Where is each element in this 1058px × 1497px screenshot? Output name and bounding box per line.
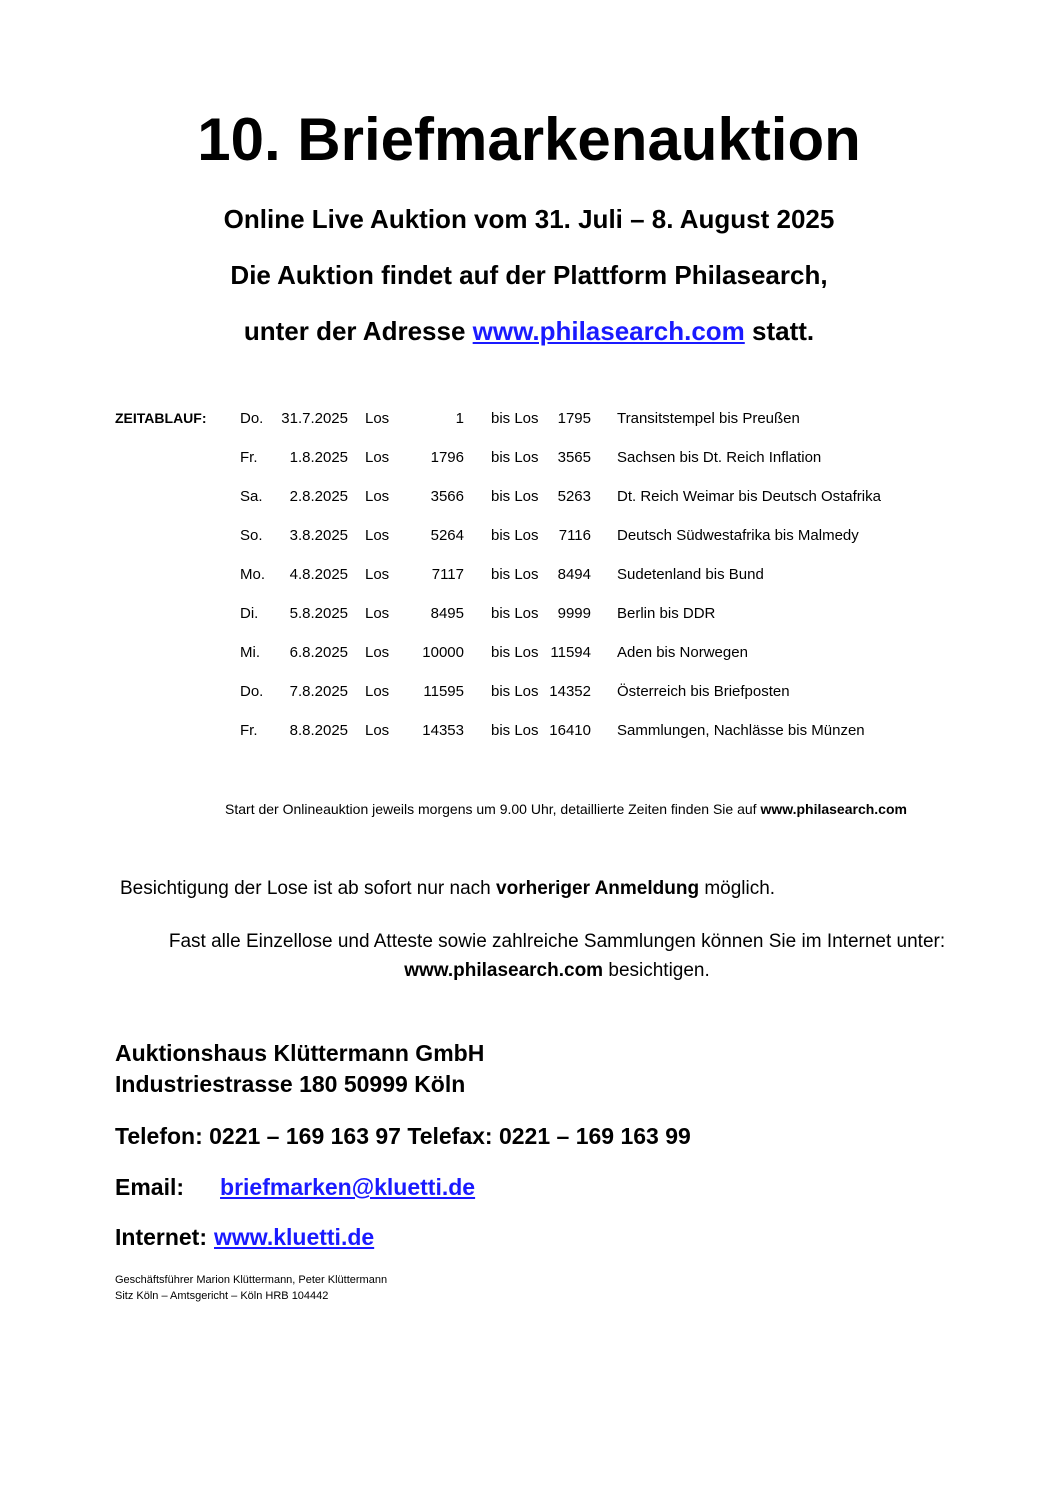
schedule-desc: Österreich bis Briefposten	[617, 683, 790, 700]
schedule-day: So.	[240, 527, 263, 544]
schedule-day: Mo.	[240, 566, 266, 583]
footer-register: Sitz Köln – Amtsgericht – Köln HRB 104442	[115, 1290, 329, 1302]
schedule-date: 2.8.2025	[289, 488, 348, 505]
schedule-row	[0, 683, 1058, 705]
schedule-desc: Sudetenland bis Bund	[617, 566, 764, 583]
schedule-bis: bis Los	[491, 527, 539, 544]
schedule-day: Sa.	[240, 488, 263, 505]
schedule-row	[0, 488, 1058, 510]
platform-line: Die Auktion findet auf der Plattform Philasearch,	[230, 260, 828, 290]
address-prefix: unter der Adresse	[243, 316, 473, 346]
schedule-row	[0, 722, 1058, 744]
internet-line	[115, 1224, 374, 1251]
schedule-to: 14352	[549, 683, 591, 700]
schedule-los: Los	[365, 410, 390, 427]
viewing-note-pre: Besichtigung der Lose ist ab sofort nur nach	[120, 878, 497, 899]
viewing-note-post: möglich.	[699, 878, 776, 899]
website-link[interactable]: www.kluetti.de	[214, 1224, 375, 1250]
philasearch-link[interactable]: www.philasearch.com	[472, 316, 745, 346]
schedule-to: 5263	[557, 488, 591, 505]
start-note	[0, 801, 1058, 817]
schedule-bis: bis Los	[491, 683, 539, 700]
internet-note-line1: Fast alle Einzellose und Atteste sowie zahlreiche Sammlungen können Sie im Internet unter:	[168, 931, 946, 952]
schedule-from: 11595	[423, 683, 464, 700]
schedule-to: 8494	[557, 566, 591, 583]
schedule-desc: Berlin bis DDR	[617, 605, 716, 622]
schedule-desc: Deutsch Südwestafrika bis Malmedy	[617, 527, 859, 544]
schedule-bis: bis Los	[491, 566, 539, 583]
schedule-bis: bis Los	[491, 488, 539, 505]
schedule-from: 1	[455, 410, 464, 427]
schedule-los: Los	[365, 527, 390, 544]
start-note-text: Start der Onlineauktion jeweils morgens um 9.00 Uhr, detaillierte Zeiten finden Sie auf	[225, 801, 761, 817]
schedule-row	[0, 527, 1058, 549]
internet-label: Internet:	[115, 1224, 207, 1250]
internet-note	[0, 927, 1058, 985]
schedule-from: 5264	[430, 527, 464, 544]
address-line	[0, 315, 1058, 347]
start-note-site: www.philasearch.com	[760, 801, 907, 817]
schedule-date: 8.8.2025	[289, 722, 348, 739]
schedule-day: Mi.	[240, 644, 260, 661]
schedule-los: Los	[365, 488, 390, 505]
schedule-date: 7.8.2025	[289, 683, 348, 700]
schedule-date: 3.8.2025	[289, 527, 348, 544]
footer-managers: Geschäftsführer Marion Klüttermann, Peter Klüttermann	[115, 1274, 388, 1286]
schedule-from: 10000	[422, 644, 464, 661]
schedule-from: 7117	[431, 566, 464, 583]
schedule-bis: bis Los	[491, 722, 539, 739]
schedule-day: Do.	[240, 410, 264, 427]
schedule-los: Los	[365, 644, 390, 661]
viewing-note-bold: vorheriger Anmeldung	[496, 878, 700, 899]
viewing-note	[120, 878, 775, 900]
schedule-from: 3566	[430, 488, 464, 505]
schedule-to: 16410	[549, 722, 591, 739]
internet-note-post: besichtigen.	[603, 960, 710, 981]
schedule-bis: bis Los	[491, 644, 539, 661]
schedule-date: 31.7.2025	[281, 410, 348, 427]
schedule-row	[0, 644, 1058, 666]
schedule-to: 11594	[550, 644, 591, 661]
schedule-day: Fr.	[240, 722, 258, 739]
schedule-los: Los	[365, 449, 390, 466]
schedule-day: Fr.	[240, 449, 258, 466]
schedule-los: Los	[365, 566, 390, 583]
schedule-day: Do.	[240, 683, 264, 700]
schedule-date: 1.8.2025	[289, 449, 348, 466]
page-title: 10. Briefmarkenauktion	[197, 106, 861, 173]
email-label: Email:	[115, 1174, 185, 1200]
schedule-date: 5.8.2025	[289, 605, 348, 622]
schedule-from: 14353	[422, 722, 464, 739]
schedule-desc: Sachsen bis Dt. Reich Inflation	[617, 449, 822, 466]
schedule-bis: bis Los	[491, 605, 539, 622]
schedule-row	[0, 449, 1058, 471]
schedule-bis: bis Los	[491, 449, 539, 466]
company-name: Auktionshaus Klüttermann GmbH	[115, 1040, 485, 1066]
schedule-to: 3565	[557, 449, 591, 466]
schedule-los: Los	[365, 605, 390, 622]
schedule-row	[0, 566, 1058, 588]
schedule-from: 8495	[430, 605, 464, 622]
schedule-day: Di.	[240, 605, 259, 622]
schedule-date: 6.8.2025	[289, 644, 348, 661]
company-phone: Telefon: 0221 – 169 163 97 Telefax: 0221 – 169 163 99	[115, 1123, 691, 1149]
schedule-row	[0, 605, 1058, 627]
schedule-row	[0, 410, 1058, 432]
schedule-bis: bis Los	[491, 410, 539, 427]
internet-note-site: www.philasearch.com	[404, 960, 604, 981]
email-line	[115, 1174, 475, 1201]
schedule-los: Los	[365, 722, 390, 739]
schedule-desc: Transitstempel bis Preußen	[617, 410, 800, 427]
auction-dates: Online Live Auktion vom 31. Juli – 8. August 2025	[223, 204, 835, 234]
schedule-desc: Sammlungen, Nachlässe bis Münzen	[617, 722, 865, 739]
schedule-desc: Dt. Reich Weimar bis Deutsch Ostafrika	[617, 488, 881, 505]
schedule-label: ZEITABLAUF:	[115, 410, 207, 426]
address-suffix: statt.	[744, 316, 815, 346]
company-address: Industriestrasse 180 50999 Köln	[115, 1071, 466, 1097]
schedule-date: 4.8.2025	[289, 566, 348, 583]
schedule-from: 1796	[430, 449, 464, 466]
email-link[interactable]: briefmarken@kluetti.de	[220, 1174, 476, 1200]
schedule-to: 9999	[557, 605, 591, 622]
schedule-desc: Aden bis Norwegen	[617, 644, 748, 661]
schedule-to: 1795	[557, 410, 591, 427]
schedule-los: Los	[365, 683, 390, 700]
schedule-to: 7116	[558, 527, 591, 544]
